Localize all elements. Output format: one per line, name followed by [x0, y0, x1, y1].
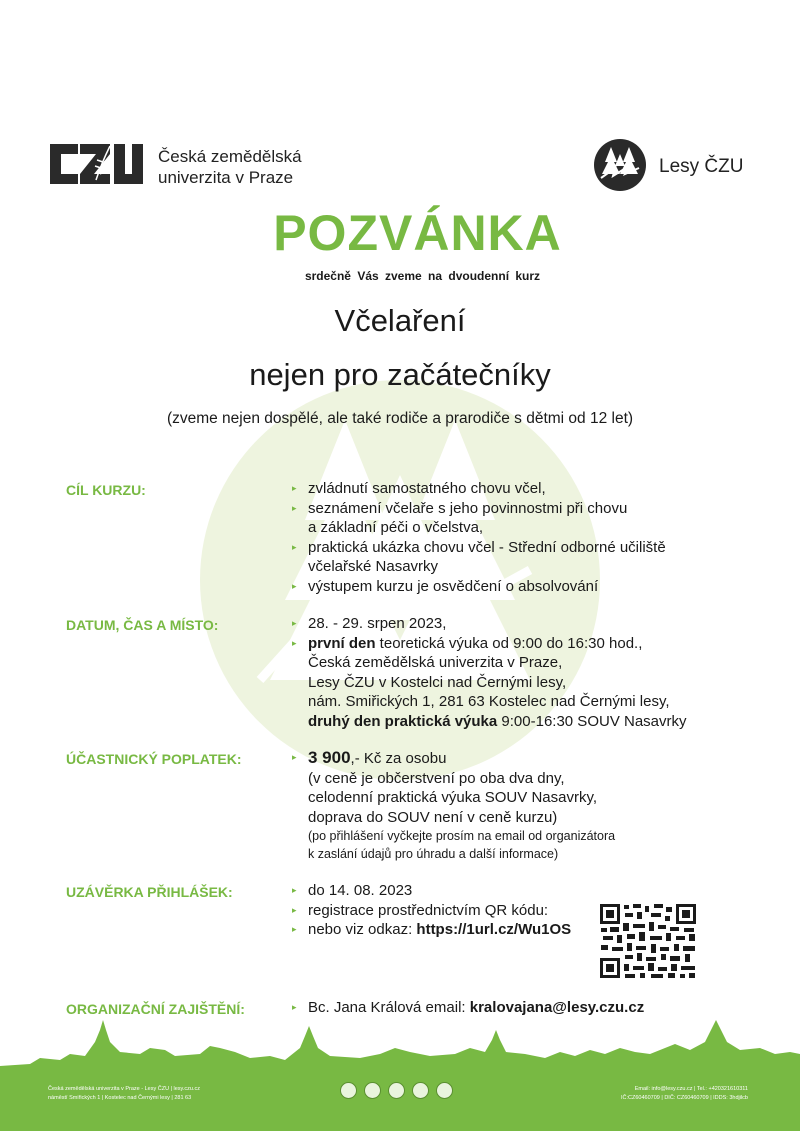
fee-amount: 3 900 — [308, 748, 351, 767]
list-item-continuation: doprava do SOUV není v ceně kurzu) — [308, 808, 558, 826]
list-item: ▸ seznámení včelaře s jeho povinnostmi při chovu — [291, 499, 791, 519]
first-day-label: první den — [308, 634, 376, 652]
footer-address — [48, 1085, 200, 1103]
section-label-fee: ÚČASTNICKÝ POPLATEK: — [66, 751, 242, 767]
list-item: ▸ praktická ukázka chovu včel - Střední odborné učiliště — [291, 538, 791, 558]
section-label-organizer: ORGANIZAČNÍ ZAJIŠTĚNÍ: — [66, 1001, 245, 1017]
list-item — [291, 634, 791, 654]
organizer-name: Bc. Jana Králová email: — [308, 999, 470, 1016]
footer-right-line2: IČ:CZ60460709 | DIČ: CZ60460709 | IDDS: 3hdjilcb — [621, 1095, 748, 1101]
list-item-continuation: nám. Smiřických 1, 281 63 Kostelec nad Černými lesy, — [308, 693, 670, 711]
list-item: ▸ do 14. 08. 2023 — [291, 881, 591, 901]
list-item-continuation: celodenní praktická výuka SOUV Nasavrky, — [308, 789, 598, 807]
date-list — [291, 614, 791, 732]
fee-unit: ,- Kč za osobu — [350, 750, 447, 767]
qr-code-icon[interactable] — [599, 903, 697, 979]
section-label-date: DATUM, ČAS A MÍSTO: — [66, 617, 219, 633]
list-item-continuation: (v ceně je občerstvení po oba dva dny, — [308, 769, 565, 787]
first-day-text: teoretická výuka od 9:00 do 16:30 hod., — [375, 634, 643, 652]
footer-icons — [340, 1082, 453, 1099]
list-item: ▸ výstupem kurzu je osvědčení o absolvování — [291, 577, 791, 597]
fee-list — [291, 748, 791, 863]
czu-logo-icon — [48, 140, 146, 188]
organizer-email[interactable]: kralovajana@lesy.czu.cz — [469, 999, 645, 1016]
course-title-line2: nejen pro začátečníky — [249, 357, 551, 392]
registration-link[interactable]: https://1url.cz/Wu1OS — [416, 921, 572, 939]
list-item — [291, 920, 591, 940]
footer-contact — [598, 1085, 748, 1103]
footer-left-line2: náměstí Smiřických 1 | Kostelec nad Černými lesy | 281 63 — [48, 1095, 192, 1101]
list-item: ▸ registrace prostřednictvím QR kódu: — [291, 901, 591, 921]
czu-name-line1: Česká zemědělská — [158, 147, 302, 166]
lesy-czu-logo-icon — [593, 138, 647, 192]
organizer-list — [291, 998, 791, 1018]
list-item-continuation: (po přihlášení vyčkejte prosím na email od organizátora — [308, 829, 616, 844]
second-day-label: druhý den praktická výuka — [308, 712, 498, 730]
page-title: POZVÁNKA — [273, 205, 562, 261]
footer-right-line1: Email: info@lesy.czu.cz | Tel.: +420321610311 — [634, 1086, 748, 1092]
museum-icon — [364, 1082, 381, 1099]
goal-list — [291, 479, 791, 597]
second-day-text: 9:00-16:30 SOUV Nasavrky — [497, 712, 687, 730]
list-item: ▸ 28. - 29. srpen 2023, — [291, 614, 791, 634]
list-item: ▸ zvládnutí samostatného chovu včel, — [291, 479, 791, 499]
section-label-deadline: UZÁVĚRKA PŘIHLÁŠEK: — [66, 884, 233, 900]
list-item — [291, 748, 791, 769]
course-title-line1: Včelaření — [334, 303, 466, 338]
list-item-continuation: včelařské Nasavrky — [308, 558, 439, 576]
town-skyline-graphic — [0, 1018, 800, 1080]
czu-university-name — [158, 146, 302, 188]
list-item-continuation: k zaslání údajů pro úhradu a další informace) — [308, 847, 559, 862]
plant-icon — [388, 1082, 405, 1099]
list-item-continuation: Lesy ČZU v Kostelci nad Černými lesy, — [308, 673, 567, 691]
list-item-continuation: a základní péči o včelstva, — [308, 519, 484, 537]
list-item — [291, 998, 791, 1018]
lesy-czu-name: Lesy ČZU — [659, 156, 744, 177]
forest-icon — [340, 1082, 357, 1099]
list-item-continuation — [291, 712, 791, 732]
czu-name-line2: univerzita v Praze — [158, 168, 294, 187]
game-icon — [436, 1082, 453, 1099]
footer-left-line1: Česká zemědělská univerzita v Praze - Lesy ČZU | lesy.czu.cz — [48, 1086, 201, 1092]
section-label-goal: CÍL KURZU: — [66, 482, 146, 498]
audience-note: (zveme nejen dospělé, ale také rodiče a prarodiče s dětmi od 12 let) — [166, 410, 634, 427]
deer-icon — [412, 1082, 429, 1099]
invitation-subtitle: srdečně Vás zveme na dvoudenní kurz — [304, 269, 541, 283]
link-prefix: nebo viz odkaz: — [308, 921, 417, 939]
deadline-list — [291, 881, 591, 940]
list-item-continuation: Česká zemědělská univerzita v Praze, — [308, 654, 563, 672]
